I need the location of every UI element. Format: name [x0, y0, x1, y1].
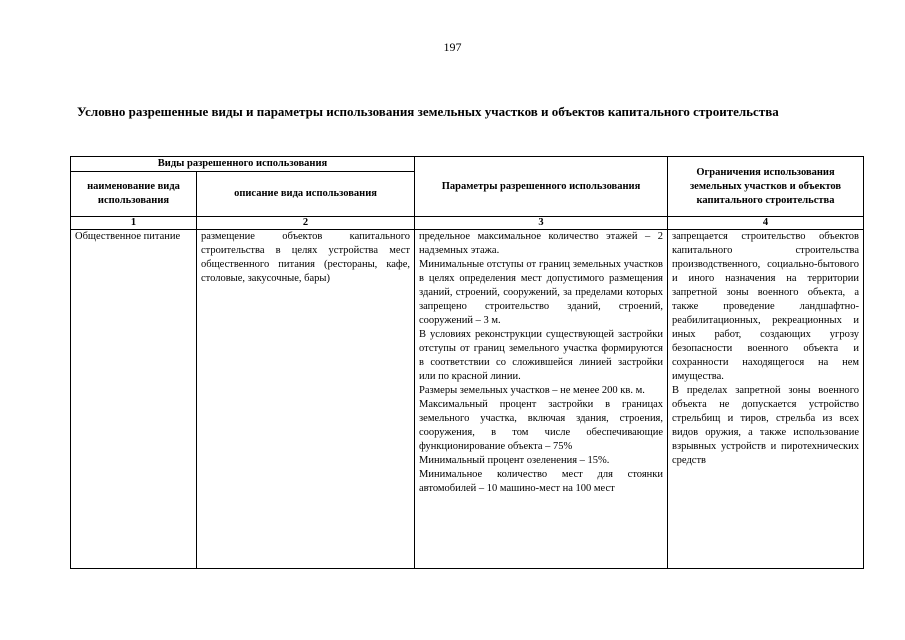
params-paragraph: Размеры земельных участков – не менее 200 кв. м. [419, 385, 645, 396]
params-paragraph: Максимальный процент застройки в границах земельного участка, включая здания, строения, сооружения, в том числе обеспечивающие функционирование объекта – 75% [419, 399, 664, 452]
params-paragraph: В условиях реконструкции существующей застройки отступы от границ земельного участка формируются в соответствии со сложившейся линией застройки или по красной линии. [419, 329, 664, 382]
limits-header: Ограничения использования земельных участков и объектов капитального строительства [668, 157, 864, 217]
column-number: 1 [71, 217, 197, 230]
limits-cell [668, 230, 864, 569]
params-paragraph: предельное максимальное количество этажей – 2 надземных этажа. [419, 231, 664, 256]
limits-paragraph: запрещается строительство объектов капитального строительства производственного, социально-бытового и иного назначения на территории запретной зоны военного объекта, а также проведение ландшафтно-реабилитационных, рекреационных и иных работ, создающих угрозу безопасности военного объекта и сохранности находящегося на нем имущества. [672, 231, 860, 382]
page-number: 197 [443, 40, 462, 54]
name-header: наименование вида использования [71, 172, 197, 217]
document-title: Условно разрешенные виды и параметры использования земельных участков и объектов капитального строительства [77, 104, 779, 119]
column-number-row [71, 217, 864, 230]
group-header: Виды разрешенного использования [71, 157, 415, 172]
params-paragraph: Минимальный процент озеленения – 15%. [419, 455, 610, 466]
header-row-1 [71, 157, 864, 172]
params-cell [415, 230, 668, 569]
table-row [71, 230, 864, 569]
params-header: Параметры разрешенного использования [415, 157, 668, 217]
desc-header: описание вида использования [197, 172, 415, 217]
limits-paragraph: В пределах запретной зоны военного объекта не допускается устройство стрельбищ и тиров, стрельба из всех видов оружия, а также использование взрывных устройств и пиротехнических средств [672, 385, 860, 466]
land-use-table [70, 156, 864, 569]
use-description-cell: размещение объектов капитального строительства в целях устройства мест общественного питания (рестораны, кафе, столовые, закусочные, бары) [197, 230, 415, 569]
column-number: 2 [197, 217, 415, 230]
column-number: 4 [668, 217, 864, 230]
params-paragraph: Минимальное количество мест для стоянки автомобилей – 10 машино-мест на 100 мест [419, 469, 664, 494]
column-number: 3 [415, 217, 668, 230]
params-paragraph: Минимальные отступы от границ земельных участков в целях определения мест допустимого размещения зданий, строений, сооружений, за пределами которых запрещено строительство зданий, строений, сооружений – 3 м. [419, 259, 664, 326]
use-name-cell: Общественное питание [71, 230, 197, 569]
